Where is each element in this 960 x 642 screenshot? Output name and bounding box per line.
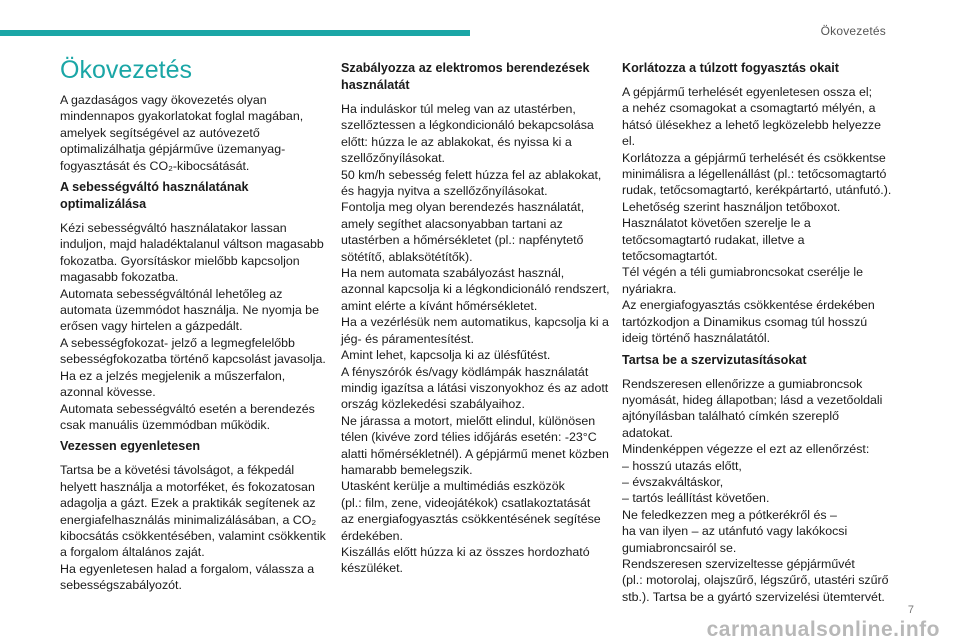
watermark: carmanualsonline.info (706, 618, 940, 641)
column-middle (341, 60, 613, 582)
page-number: 7 (907, 604, 914, 616)
section-heading-smooth-driving: Vezessen egyenletesen (60, 439, 201, 454)
header-accent-bar (0, 30, 470, 36)
section-heading-gearbox: A sebességváltó használatának optimalizálása (60, 180, 249, 212)
page-title: Ökovezetés (60, 56, 193, 84)
section-text-service: Rendszeresen ellenőrizze a gumiabroncsok nyomását, hideg állapotban; lásd a vezetőoldali ajtónyílásban található címkén szereplő adatokat. Mindenképpen végezze el ezt az ellenőrzést: – hosszú utazás előtt, – évszakváltáskor, – tartós leállítást követően. Ne feledkezzen meg a pótkerékről és – ha van ilyen – az utánfutó vagy lakókocsi gumiabroncsairól se. Rendszeresen szervizeltesse gépjárművét (pl.: motorolaj, olajszűrő, légszűrő, utastéri szűrő stb.). Tartsa be a gyártó szervizelési ütemtervét. (622, 376, 889, 604)
intro-paragraph: A gazdaságos vagy ökovezetés olyan mindennapos gyakorlatokat foglal magában, amelyek segítségével az autóvezető optimalizálhatja gépjárműve üzemanyag- fogyasztását és CO₂-kibocsátását. (60, 93, 304, 173)
section-text-gearbox: Kézi sebességváltó használatakor lassan induljon, majd haladéktalanul váltson magasabb fokozatba. Gyorsításkor mielőbb kapcsoljon magasabb fokozatba. Automata sebességváltónál lehetőleg az automata üzemmódot használja. Ne nyomja be erősen vagy hirtelen a gázpedált. A sebességfokozat- jelző a legmegfelelőbb sebességfokozatba történő kapcsolást javasolja. Ha ez a jelzés megjelenik a műszerfalon, azonnal kövesse. Automata sebességváltó esetén a berendezés csak manuális üzemmódban működik. (60, 221, 326, 432)
column-left (60, 56, 332, 599)
section-text-smooth-driving: Tartsa be a követési távolságot, a fékpedál helyett használja a motorféket, és fokozatosan adagolja a gázt. Ezek a praktikák segítenek az energiafelhasználás minimalizálásában, a CO₂ kibocsátás csökkentésében, valamint csökkentik a forgalom általános zaját. Ha egyenletesen halad a forgalom, válassza a sebességszabályozót. (60, 463, 326, 593)
section-text-electrical: Ha induláskor túl meleg van az utastérben, szellőztessen a légkondicionáló bekapcsolása előtt: húzza le az ablakokat, és nyissa ki a szellőzőnyílásokat. 50 km/h sebesség felett húzza fel az ablakokat, és hagyja nyitva a szellőzőnyílásokat. Fontolja meg olyan berendezés használatát, amely segíthet alacsonyabban tartani az utastérben a hőmérsékletet (pl.: napfénytető sötétítő, ablaksötétítők). Ha nem automata szabályozást használ, azonnal kapcsolja ki a légkondicionáló rendszert, amint elérte a kívánt hőmérsékletet. Ha a vezérlésük nem automatikus, kapcsolja ki a jég- és páramentesítést. Amint lehet, kapcsolja ki az ülésfűtést. A fényszórók és/vagy ködlámpák használatát mindig igazítsa a látási viszonyokhoz és az adott ország közlekedési szabályaihoz. Ne járassa a motort, mielőtt elindul, különösen télen (kivéve zord télies időjárás esetén: -23°C alatti hőmérsékletnél). A gépjármű menet közben hamarabb bemelegszik. Utasként kerülje a multimédiás eszközök (pl.: film, zene, videojátékok) csatlakoztatását az energiafogyasztás csökkentésének segítése érdekében. Kiszállás előtt húzza ki az összes hordozható készüléket. (341, 102, 610, 576)
section-heading-electrical: Szabályozza az elektromos berendezések használatát (341, 61, 590, 92)
section-text-consumption: A gépjármű terhelését egyenletesen ossza el; a nehéz csomagokat a csomagtartó mélyén, a hátsó ülésekhez a lehető legközelebb helyezze el. Korlátozza a gépjármű terhelését és csökkentse minimálisra a légellenállást (pl.: tetőcsomagtartó rudak, tetőcsomagtartó, kerékpártartó, utánfutó.). Lehetőség szerint használjon tetőboxot. Használatot követően szerelje le a tetőcsomagtartó rudakat, illetve a tetőcsomagtartót. Tél végén a téli gumiabroncsokat cserélje le nyáriakra. Az energiafogyasztás csökkentése érdekében tartózkodjon a Dinamikus csomag túl hosszú ideig történő használatától. (622, 85, 892, 346)
running-header: Ökovezetés (820, 24, 886, 38)
section-heading-consumption: Korlátozza a túlzott fogyasztás okait (622, 61, 839, 75)
section-heading-service: Tartsa be a szervizutasításokat (622, 352, 807, 367)
column-right (622, 60, 894, 610)
